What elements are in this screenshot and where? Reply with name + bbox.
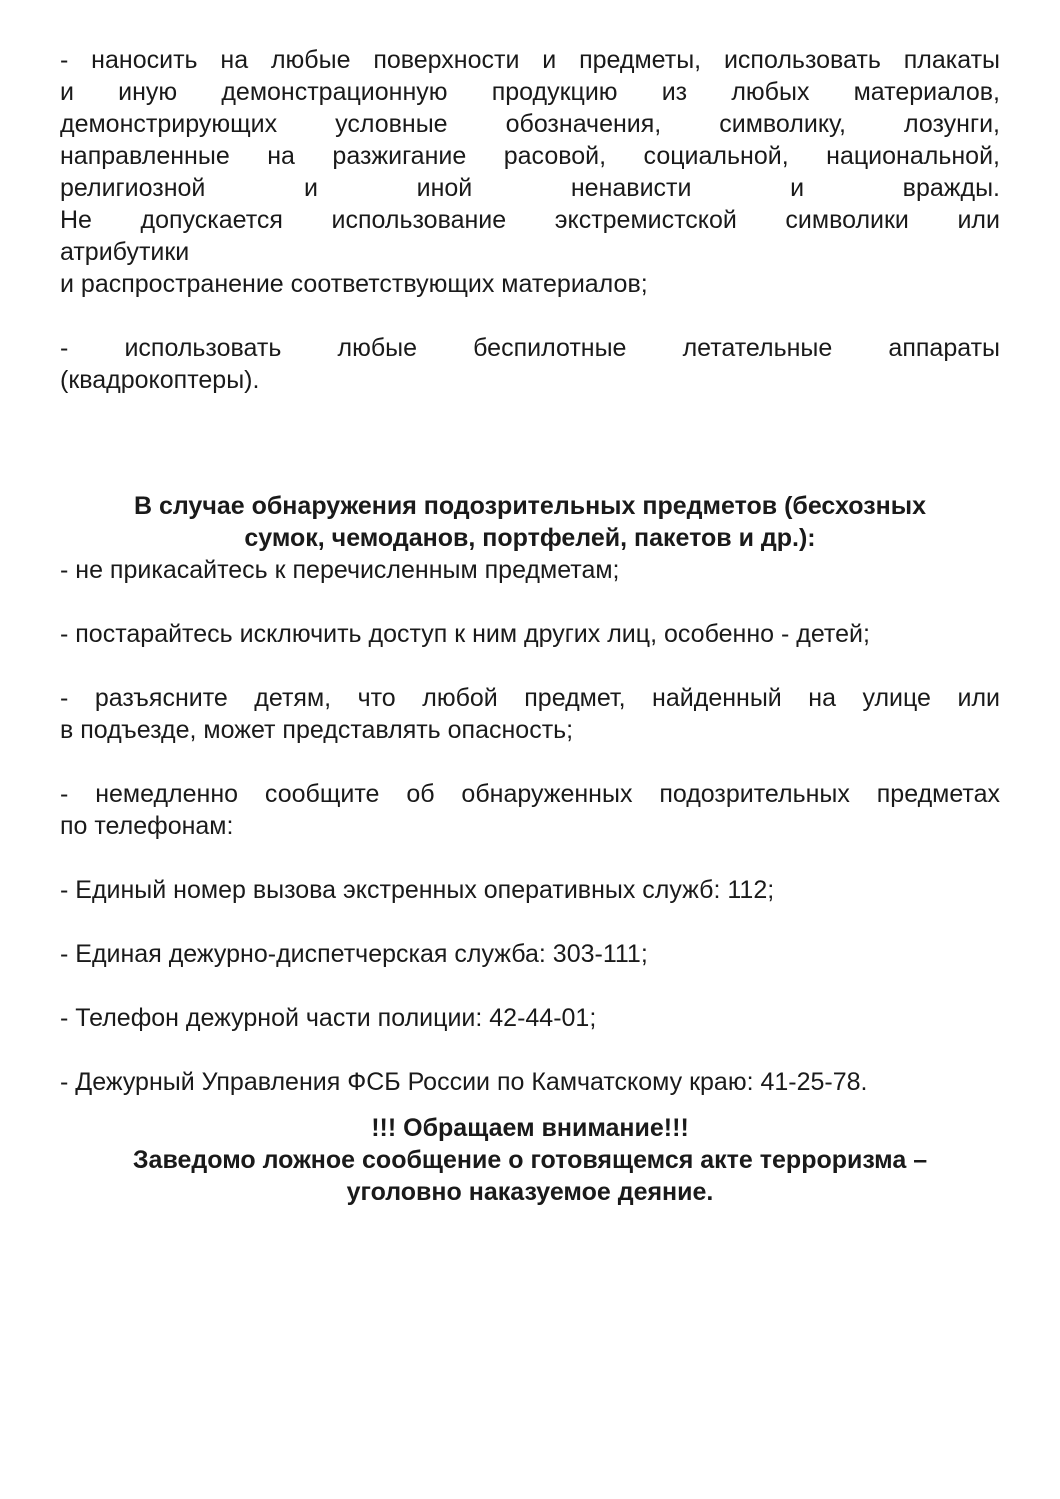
spacer: [60, 906, 1000, 938]
text-line: (квадрокоптеры).: [60, 366, 260, 394]
text-line: и распространение соответствующих материалов;: [60, 270, 648, 298]
document-page: [60, 44, 1000, 1208]
spacer: [60, 586, 1000, 618]
spacer: [60, 1034, 1000, 1066]
spacer: [60, 1098, 1000, 1112]
warning-block: [60, 1112, 1000, 1208]
text-line: атрибутики: [60, 238, 190, 266]
prohibition-item-drones: [60, 332, 1000, 396]
phone-fsb: [60, 1066, 1000, 1098]
prohibition-item-posters: [60, 44, 1000, 300]
spacer: [60, 970, 1000, 1002]
text-line: - не прикасайтесь к перечисленным предметам;: [60, 556, 620, 584]
rule-do-not-touch: [60, 554, 1000, 586]
spacer: [60, 746, 1000, 778]
phone-line: - Единая дежурно-диспетчерская служба: 303-111;: [60, 940, 648, 968]
rule-explain-children: [60, 682, 1000, 746]
phone-line: - Телефон дежурной части полиции: 42-44-01;: [60, 1004, 597, 1032]
warning-title: !!! Обращаем внимание!!!: [371, 1114, 689, 1142]
phone-dispatch: [60, 938, 1000, 970]
phone-line: - Дежурный Управления ФСБ России по Камчатскому краю: 41-25-78.: [60, 1068, 868, 1096]
text-line: направленные на разжигание расовой, социальной, национальной,: [60, 142, 1000, 170]
phone-police: [60, 1002, 1000, 1034]
phone-emergency: [60, 874, 1000, 906]
heading-line: В случае обнаружения подозрительных предметов (бесхозных: [133, 492, 927, 520]
text-line: - использовать любые беспилотные летательные аппараты: [60, 334, 1000, 362]
spacer: [60, 300, 1000, 332]
text-line: - разъясните детям, что любой предмет, найденный на улице или: [60, 684, 1000, 712]
text-line: - немедленно сообщите об обнаруженных подозрительных предметах: [60, 780, 1000, 808]
text-line: демонстрирующих условные обозначения, символику, лозунги,: [60, 110, 1000, 138]
rule-report-immediately: [60, 778, 1000, 842]
spacer: [60, 650, 1000, 682]
text-line: в подъезде, может представлять опасность;: [60, 716, 574, 744]
text-line: - постарайтесь исключить доступ к ним других лиц, особенно - детей;: [60, 620, 870, 648]
warning-line: уголовно наказуемое деяние.: [346, 1178, 714, 1206]
text-line: и иную демонстрационную продукцию из любых материалов,: [60, 78, 1000, 106]
text-line: Не допускается использование экстремистской символики или: [60, 206, 1000, 234]
spacer: [60, 842, 1000, 874]
phone-line: - Единый номер вызова экстренных оперативных служб: 112;: [60, 876, 775, 904]
heading-line: сумок, чемоданов, портфелей, пакетов и др.):: [244, 524, 816, 552]
warning-line: Заведомо ложное сообщение о готовящемся акте терроризма –: [132, 1146, 928, 1174]
rule-restrict-access: [60, 618, 1000, 650]
section-heading-suspicious-items: [60, 490, 1000, 554]
text-line: - наносить на любые поверхности и предметы, использовать плакаты: [60, 46, 1000, 74]
text-line: по телефонам:: [60, 812, 234, 840]
text-line: религиозной и иной ненависти и вражды.: [60, 174, 1000, 202]
spacer: [60, 396, 1000, 490]
